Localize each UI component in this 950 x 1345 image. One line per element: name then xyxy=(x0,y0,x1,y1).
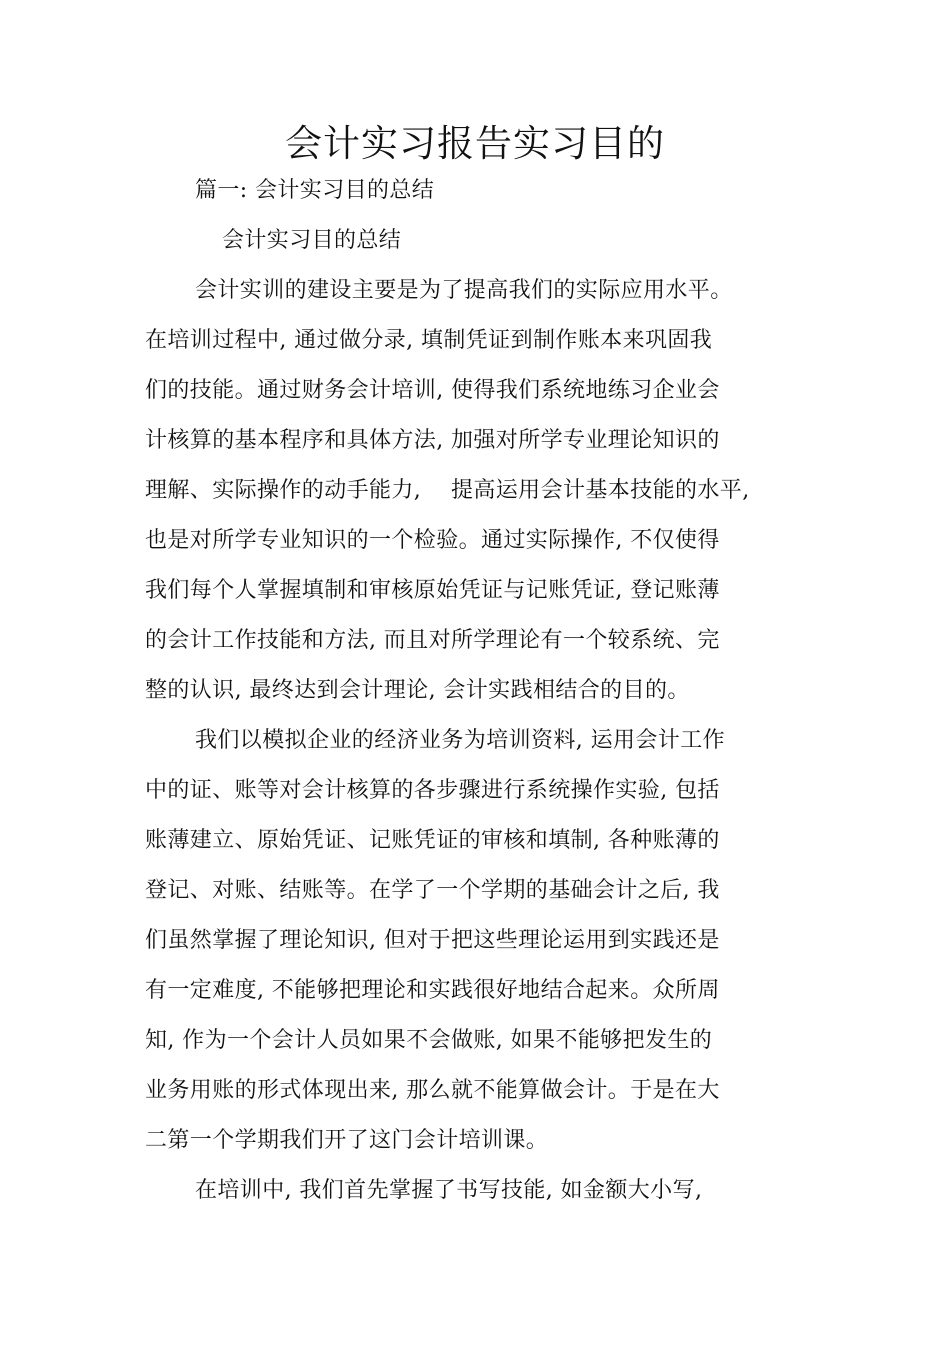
paragraph-2-line-9: 二第一个学期我们开了这门会计培训课。 xyxy=(145,1128,549,1153)
paragraph-2-line-6: 有一定难度, 不能够把理论和实践很好地结合起来。众所周 xyxy=(145,978,720,1003)
paragraph-1-line-2: 在培训过程中, 通过做分录, 填制凭证到制作账本来巩固我 xyxy=(145,328,713,353)
paragraph-2-line-2: 中的证、账等对会计核算的各步骤进行系统操作实验, 包括 xyxy=(145,778,720,803)
paragraph-1-line-7: 我们每个人掌握填制和审核原始凭证与记账凭证, 登记账薄 xyxy=(145,578,720,603)
section-subheading: 会计实习目的总结 xyxy=(222,228,402,253)
section-heading: 篇一: 会计实习目的总结 xyxy=(195,178,435,203)
paragraph-2-line-1: 我们以模拟企业的经济业务为培训资料, 运用会计工作 xyxy=(195,728,725,753)
paragraph-2-line-4: 登记、对账、结账等。在学了一个学期的基础会计之后, 我 xyxy=(145,878,720,903)
paragraph-1-line-6: 也是对所学专业知识的一个检验。通过实际操作, 不仅使得 xyxy=(145,528,720,553)
paragraph-1-line-5: 理解、实际操作的动手能力, 提高运用会计基本技能的水平, xyxy=(145,478,750,503)
paragraph-2-line-8: 业务用账的形式体现出来, 那么就不能算做会计。于是在大 xyxy=(145,1078,720,1103)
paragraph-2-line-7: 知, 作为一个会计人员如果不会做账, 如果不能够把发生的 xyxy=(145,1028,713,1053)
document-title: 会计实习报告实习目的 xyxy=(285,122,665,165)
paragraph-1-line-4: 计核算的基本程序和具体方法, 加强对所学专业理论知识的 xyxy=(145,428,720,453)
paragraph-1-line-1: 会计实训的建设主要是为了提高我们的实际应用水平。 xyxy=(195,278,733,303)
paragraph-2-line-5: 们虽然掌握了理论知识, 但对于把这些理论运用到实践还是 xyxy=(145,928,720,953)
paragraph-3-line-1: 在培训中, 我们首先掌握了书写技能, 如金额大小写, xyxy=(195,1178,703,1203)
paragraph-1-line-9: 整的认识, 最终达到会计理论, 会计实践相结合的目的。 xyxy=(145,678,690,703)
paragraph-2-line-3: 账薄建立、原始凭证、记账凭证的审核和填制, 各种账薄的 xyxy=(145,828,720,853)
paragraph-1-line-3: 们的技能。通过财务会计培训, 使得我们系统地练习企业会 xyxy=(145,378,720,403)
paragraph-1-line-8: 的会计工作技能和方法, 而且对所学理论有一个较系统、完 xyxy=(145,628,720,653)
